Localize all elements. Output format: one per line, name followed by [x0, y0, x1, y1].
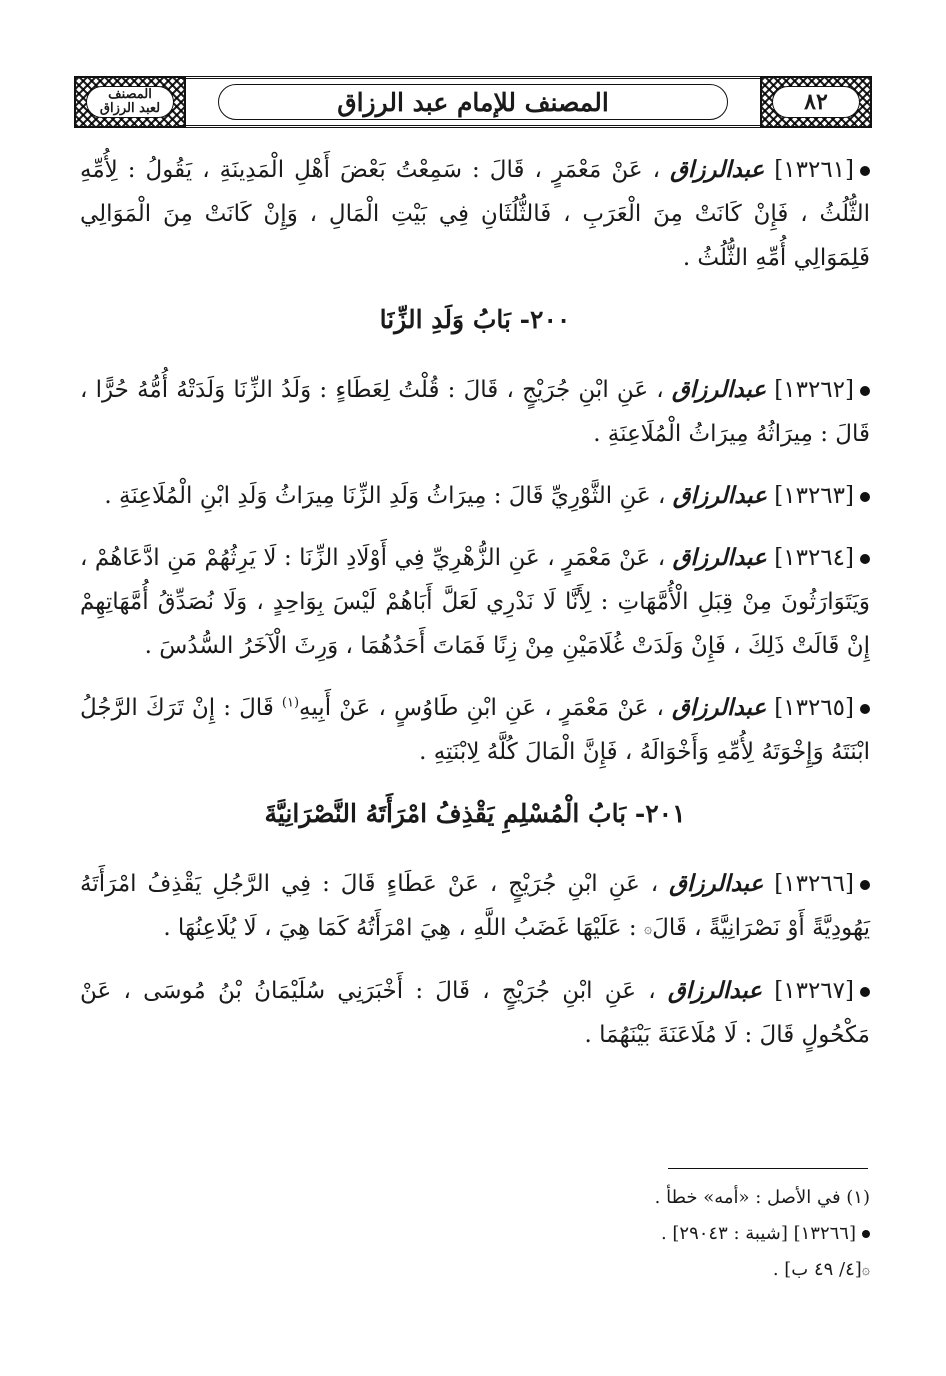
- bullet-icon: [860, 554, 870, 564]
- hadith-entry-13262: [80, 368, 870, 456]
- footnote-manuscript-folio: [80, 1252, 870, 1288]
- manuscript-mark-icon: ۞: [643, 921, 653, 937]
- hadith-entry-13265: [80, 686, 870, 774]
- cross-reference-text: [١٣٢٦٦] [شيبة : ٢٩٠٤٣] .: [660, 1223, 856, 1244]
- footnote-separator: [668, 1168, 868, 1169]
- header-ornament-left: [74, 76, 186, 128]
- emblem-line-2: لعبد الرزاق: [99, 101, 161, 116]
- author-name: عبدالرزاق: [672, 544, 767, 571]
- hadith-entry-13264: [80, 536, 870, 668]
- author-name: عبدالرزاق: [667, 977, 763, 1004]
- hadith-number: [١٣٢٦٣]: [774, 483, 854, 509]
- hadith-entry-13261: [80, 148, 870, 280]
- hadith-number: [١٣٢٦٤]: [774, 545, 855, 571]
- hadith-entry-13266: [80, 862, 870, 951]
- footnote-reference[interactable]: (١): [281, 695, 300, 711]
- hadith-text: ، عَنِ ابْنِ جُرَيْجٍ ، قَالَ : أَخْبَرَنِي سُلَيْمَانُ بْنُ مُوسَى ، عَنْ مَكْحُولٍ قَالَ : لَا مُلَاعَنَةَ بَيْنَهُمَا .: [80, 978, 870, 1048]
- page-number-plate: [772, 86, 860, 118]
- bullet-icon: [860, 987, 870, 997]
- bullet-icon: [860, 880, 870, 890]
- hadith-number: [١٣٢٦٢]: [774, 377, 855, 403]
- hadith-text-continued: قَالَ : إِنْ تَرَكَ الرَّجُلُ ابْنَتَهُ وَإِخْوَتَهُ لِأُمِّهِ وَأَخْوَالَهُ ، فَإِنَّ الْمَالَ كُلَّهُ لِابْنَتِهِ .: [80, 695, 870, 765]
- hadith-number: [١٣٢٦٥]: [774, 695, 855, 721]
- bullet-icon: [860, 166, 870, 176]
- bullet-icon: [862, 1230, 870, 1238]
- author-name: عبدالرزاق: [669, 870, 764, 897]
- hadith-entry-13263: [80, 474, 870, 518]
- hadith-text: ، عَنِ ابْنِ جُرَيْجٍ ، عَنْ عَطَاءٍ قَالَ : فِي الرَّجُلِ يَقْذِفُ امْرَأَتَهُ يَهُودِيَّةً أَوْ نَصْرَانِيَّةً ، قَالَ: [80, 871, 870, 941]
- footnote-1: (١) في الأصل : «أمه» خطأ .: [654, 1187, 870, 1208]
- author-name: عبدالرزاق: [672, 482, 767, 509]
- author-name: عبدالرزاق: [670, 156, 765, 183]
- chapter-heading-200: ٢٠٠- بَابُ وَلَدِ الزِّنَا: [379, 305, 571, 334]
- hadith-number: [١٣٢٦٦]: [774, 871, 854, 897]
- hadith-text: ، عَنِ ابْنِ جُرَيْجٍ ، قَالَ : قُلْتُ لِعَطَاءٍ : وَلَدُ الزِّنَا وَلَدَتْهُ أُمُّهُ حُرًّا ، قَالَ : مِيرَاثُهُ مِيرَاثُ الْمُلَاعِنَةِ .: [80, 377, 870, 447]
- hadith-entry-13267: [80, 969, 870, 1057]
- hadith-text: ، عَنْ مَعْمَرٍ ، عَنِ الزُّهْرِيِّ فِي أَوْلَادِ الزِّنَا : لَا يَرِثُهُمْ مَنِ ادَّعَاهُمْ ، وَيَتَوَارَثُونَ مِنْ قِبَلِ الْأُمَّهَاتِ : لِأَنَّا لَا نَدْرِي لَعَلَّ أَبَاهُمْ لَيْسَ بِوَاحِدٍ ، وَلَا نُصَدِّقُ أُمَّهَاتِهِمْ إِنْ قَالَتْ ذَلِكَ ، فَإِنْ وَلَدَتْ غُلَامَيْنِ مِنْ زِنًا فَمَاتَ أَحَدُهُمَا ، وَرِثَ الْآخَرُ السُّدُسَ .: [80, 545, 870, 659]
- header-title-plate: [178, 76, 768, 128]
- bullet-icon: [860, 704, 870, 714]
- page-number: ٨٢: [804, 89, 828, 115]
- hadith-number: [١٣٢٦١]: [774, 157, 855, 183]
- emblem-plate: [86, 86, 174, 118]
- hadith-text-continued: : عَلَيْهَا غَضَبُ اللَّهِ ، هِيَ امْرَأَتُهُ كَمَا هِيَ ، لَا يُلَاعِنُهَا .: [163, 915, 644, 941]
- hadith-number: [١٣٢٦٧]: [774, 978, 854, 1004]
- footnote-cross-reference: [80, 1216, 870, 1252]
- folio-text: [٤/ ٤٩ ب] .: [772, 1259, 862, 1280]
- manuscript-mark-icon: ۞: [861, 1262, 870, 1278]
- emblem-line-1: المصنف: [108, 86, 152, 102]
- bullet-icon: [860, 492, 870, 502]
- bullet-icon: [860, 386, 870, 396]
- hadith-text: ، عَنْ مَعْمَرٍ ، قَالَ : سَمِعْتُ بَعْضَ أَهْلِ الْمَدِينَةِ ، يَقُولُ : لِأُمِّهِ الثُّلُثُ ، فَإِنْ كَانَتْ مِنَ الْعَرَبِ ، فَالثُّلُثَانِ فِي بَيْتِ الْمَالِ ، وَإِنْ كَانَتْ مِنَ الْمَوَالِي فَلِمَوَالِي أُمِّهِ الثُّلُثُ .: [80, 157, 870, 271]
- hadith-text: ، عَنْ مَعْمَرٍ ، عَنِ ابْنِ طَاوُسٍ ، عَنْ أَبِيهِ: [299, 695, 664, 721]
- running-header: [74, 76, 872, 128]
- footnotes: [80, 1180, 870, 1288]
- running-title: المصنف للإمام عبد الرزاق: [337, 87, 609, 117]
- author-name: عبدالرزاق: [672, 694, 767, 721]
- author-name: عبدالرزاق: [671, 376, 767, 403]
- book-emblem: [100, 88, 160, 117]
- chapter-heading-201: ٢٠١- بَابُ الْمُسْلِمِ يَقْذِفُ امْرَأَتَهُ النَّصْرَانِيَّةَ: [264, 799, 686, 828]
- page-body: [80, 148, 870, 1075]
- header-ornament-right: [760, 76, 872, 128]
- hadith-text: ، عَنِ الثَّوْرِيِّ قَالَ : مِيرَاثُ وَلَدِ الزِّنَا مِيرَاثُ وَلَدِ ابْنِ الْمُلَاعِنَةِ .: [104, 483, 666, 509]
